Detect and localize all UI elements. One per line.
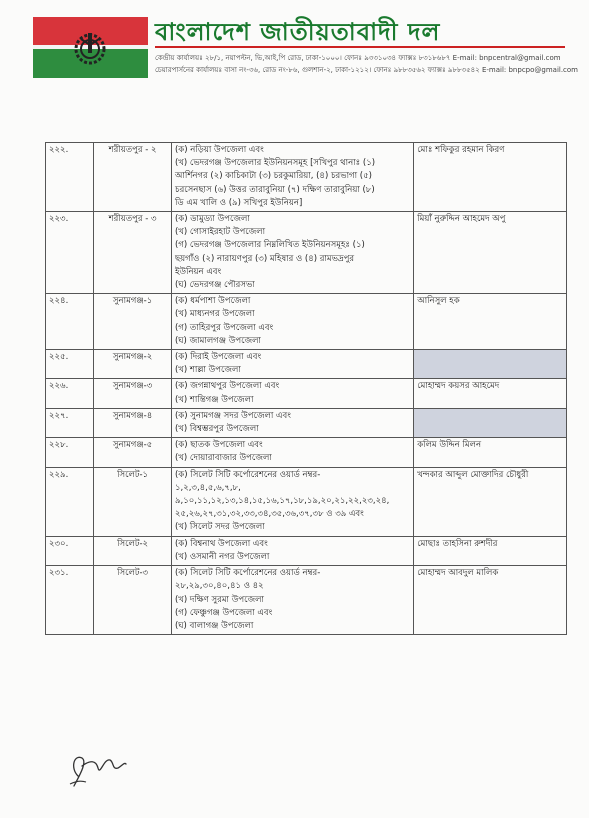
constituency-cell: শরীয়তপুর - ৩ (94, 212, 172, 294)
serial-number-cell: ২৩০. (46, 536, 94, 565)
area-line: (ক) দিরাই উপজেলা এবং (174, 352, 262, 363)
area-line: (খ) গোসাইরহাট উপজেলা (174, 227, 266, 238)
party-name: বাংলাদেশ জাতীয়তাবাদী দল (155, 17, 441, 46)
area-line: (খ) দোয়ারাবাজার উপজেলা (174, 453, 272, 464)
area-line: চরসেনছাস (৬) উত্তর তারাবুনিয়া (৭) দক্ষিণ তারাবুনিয়া (৮) (174, 184, 375, 195)
area-line: (ঘ) জামালগঞ্জ উপজেলা (174, 335, 261, 346)
area-line: (খ) বিশ্বম্ভরপুর উপজেলা (174, 424, 259, 435)
area-line: (খ) দক্ষিণ সুরমা উপজেলা (174, 594, 264, 605)
area-line: (ক) বিশ্বনাথ উপজেলা এবং (174, 538, 268, 549)
area-cell (171, 438, 413, 467)
area-line: (ক) নড়িয়া উপজেলা এবং (174, 145, 264, 155)
candidate-cell (414, 350, 567, 379)
constituency-cell: সিলেট-১ (94, 467, 172, 536)
table-row (46, 143, 567, 212)
header-divider (155, 46, 565, 48)
area-line: ১,২,৩,৪,৫,৬,৭,৮, (174, 482, 241, 493)
party-flag-logo (33, 17, 148, 78)
table-row (46, 379, 567, 408)
area-line: (গ) ফেঞ্চুগঞ্জ উপজেলা এবং (174, 607, 273, 618)
central-office-address: কেন্দ্রীয় কার্যালয়ঃ ২৮/১, নয়াপল্টন, ভি,আই,পি রোড, ঢাকা-১০০০। ফোনঃ ৯৩৩১০৩৪ ফ্যাক্সঃ ৮৩১৮৬৮৭ E-mail: bnpcentral@gmail.com (155, 54, 561, 62)
area-line: আর্শিনগর (২) কাচিকাটা (৩) চরকুমারিয়া, (৪) চরভাগা (৫) (174, 171, 372, 182)
table-row (46, 438, 567, 467)
constituency-cell: সুনামগঞ্জ-৩ (94, 379, 172, 408)
area-line: (খ) ওসমানী নগর উপজেলা (174, 551, 270, 562)
table-row (46, 467, 567, 536)
area-line: (খ) ভেদরগঞ্জ উপজেলার ইউনিয়নসমূহ [সখিপুর থানাঃ (১) (174, 158, 376, 169)
handwritten-signature (60, 738, 130, 798)
area-line: (ক) সুনামগঞ্জ সদর উপজেলা এবং (174, 410, 291, 421)
constituency-cell: সুনামগঞ্জ-১ (94, 294, 172, 350)
serial-number-cell: ২২৩. (46, 212, 94, 294)
constituency-cell: সুনামগঞ্জ-২ (94, 350, 172, 379)
serial-number-cell: ২২৯. (46, 467, 94, 536)
area-line: (গ) ভেদরগঞ্জ উপজেলার নিম্নলিখিত ইউনিয়নসমূহঃ (১) (174, 240, 365, 251)
table-row (46, 408, 567, 437)
area-line: (ক) সিলেট সিটি কর্পোরেশনের ওয়ার্ড নম্বর- (174, 568, 321, 579)
area-cell (171, 408, 413, 437)
area-line: (ক) ধর্মপাশা উপজেলা (174, 296, 251, 307)
constituency-cell: সুনামগঞ্জ-৫ (94, 438, 172, 467)
table-row (46, 294, 567, 350)
table-row (46, 212, 567, 294)
candidate-cell: মিয়াঁ নুরুদ্দিন আহমেদ অপু (414, 212, 567, 294)
area-cell (171, 379, 413, 408)
area-line: (গ) তাহিরপুর উপজেলা এবং (174, 322, 274, 333)
area-line: (খ) সিলেট সদর উপজেলা (174, 522, 265, 533)
serial-number-cell: ২২৫. (46, 350, 94, 379)
serial-number-cell: ২২৬. (46, 379, 94, 408)
constituency-cell: শরীয়তপুর - ২ (94, 143, 172, 212)
area-line: ডি এম খালি ও (৯) সখিপুর ইউনিয়ন] (174, 197, 303, 208)
candidate-cell: খন্দকার আব্দুল মোক্তাদির চৌধুরী (414, 467, 567, 536)
area-line: (ঘ) ভেদরগঞ্জ পৌরসভা (174, 280, 255, 291)
table-row (46, 566, 567, 635)
serial-number-cell: ২৩১. (46, 566, 94, 635)
area-line: (ক) ছাতক উপজেলা এবং (174, 440, 263, 451)
area-line: ইউনিয়ন এবং (174, 266, 222, 277)
area-line: (খ) শান্তিগঞ্জ উপজেলা (174, 394, 254, 405)
candidate-cell: মোহাম্মদ কয়সর আহমেদ (414, 379, 567, 408)
wheel-emblem-icon (69, 29, 111, 67)
area-cell (171, 467, 413, 536)
area-cell (171, 212, 413, 294)
area-cell (171, 350, 413, 379)
area-line: (খ) শাল্লা উপজেলা (174, 365, 241, 376)
candidate-cell: আনিসুল হক (414, 294, 567, 350)
area-line: (খ) মাধ্যনগর উপজেলা (174, 309, 255, 320)
serial-number-cell: ২২২. (46, 143, 94, 212)
candidate-cell: মোঃ শফিকুর রহমান কিরণ (414, 143, 567, 212)
serial-number-cell: ২২৭. (46, 408, 94, 437)
constituency-cell: সিলেট-৩ (94, 566, 172, 635)
area-line: ছয়গাঁও (২) নারায়ণপুর (৩) মহিষার ও (৪) রামভদ্রপুর (174, 253, 355, 264)
area-cell (171, 536, 413, 565)
area-line: ২৫,২৬,২৭,৩১,৩২,৩৩,৩৪,৩৫,৩৬,৩৭,৩৮ ও ৩৯ এবং (174, 509, 364, 520)
table-row (46, 350, 567, 379)
area-cell (171, 566, 413, 635)
candidate-cell (414, 408, 567, 437)
candidate-cell: মোহাম্মদ আবদুল মালিক (414, 566, 567, 635)
area-line: (ঘ) বালাগঞ্জ উপজেলা (174, 620, 254, 631)
candidate-cell: মোছাঃ তাহসিনা রুশদীর (414, 536, 567, 565)
area-line: ৯,১০,১১,১২,১৩,১৪,১৫,১৬,১৭,১৮,১৯,২০,২১,২২,২৩,২৪, (174, 496, 390, 507)
area-line: (ক) ডামুড্যা উপজেলা (174, 214, 250, 225)
table-row (46, 536, 567, 565)
area-line: (ক) জগন্নাথপুর উপজেলা এবং (174, 381, 280, 392)
area-cell (171, 294, 413, 350)
area-line: ২৮,২৯,৩০,৪০,৪১ ও ৪২ (174, 581, 264, 592)
constituency-candidate-table (45, 142, 567, 635)
candidate-cell: কলিম উদ্দিন মিলন (414, 438, 567, 467)
area-line: (ক) সিলেট সিটি কর্পোরেশনের ওয়ার্ড নম্বর- (174, 469, 321, 480)
area-cell (171, 143, 413, 212)
chairperson-office-address: চেয়ারপার্সনের কার্যালয়ঃ বাসা নং-৩৬, রোড নং-৮৬, গুলশান-২, ঢাকা-১২১২। ফোনঃ ৯৮৮৩৫৬২ ফ্যাক্সঃ ৯৮৮৩৫৪২ E-mail: bnpcpo@gmail.com (155, 66, 579, 74)
constituency-cell: সুনামগঞ্জ-৪ (94, 408, 172, 437)
serial-number-cell: ২২৪. (46, 294, 94, 350)
constituency-cell: সিলেট-২ (94, 536, 172, 565)
serial-number-cell: ২২৮. (46, 438, 94, 467)
